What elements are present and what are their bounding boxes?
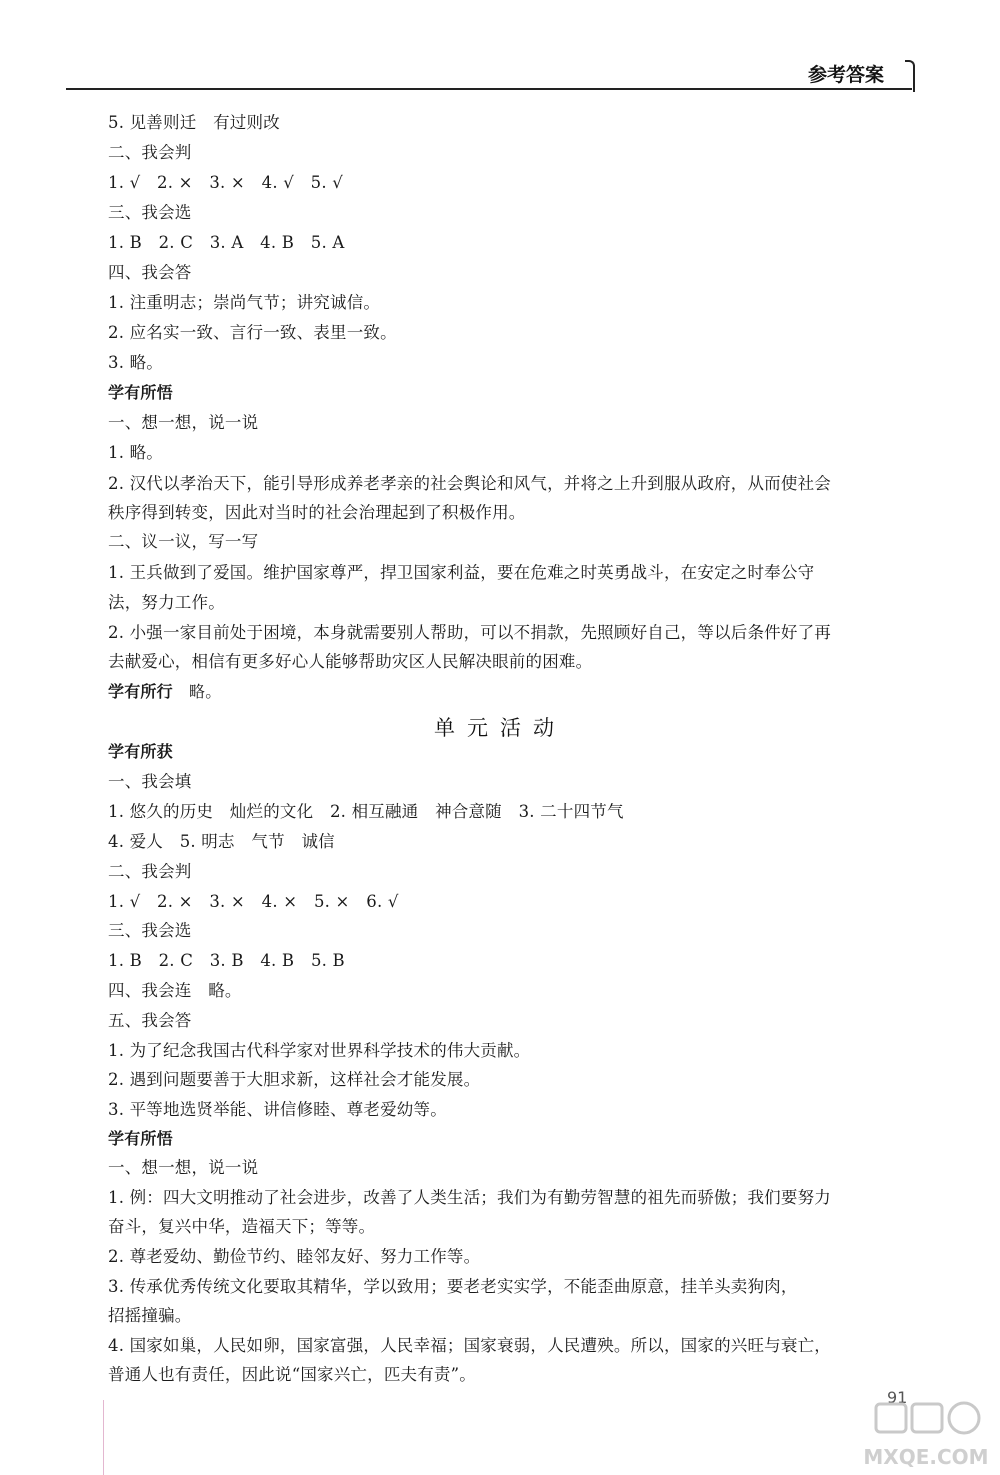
answer-line: 1. √ 2. × 3. × 4. √ 5. √ — [108, 173, 343, 192]
subsection-heading: 二、议一议，写一写 — [108, 532, 259, 551]
answer-line: 4. 爱人 5. 明志 气节 诚信 — [108, 832, 335, 851]
section-heading: 学有所悟 — [108, 1129, 173, 1148]
answer-line: 四、我会连 略。 — [108, 981, 242, 1000]
answer-line: 1. B 2. C 3. A 4. B 5. A — [108, 233, 345, 252]
answer-line: 4. 国家如巢，人民如卵，国家富强，人民幸福；国家衰弱，人民遭殃。所以，国家的兴旺与衰亡， — [108, 1336, 831, 1355]
answer-line: 2. 尊老爱幼、勤俭节约、睦邻友好、努力工作等。 — [108, 1247, 481, 1266]
answer-line: 3. 传承优秀传统文化要取其精华，学以致用；要老老实实学，不能歪曲原意，挂羊头卖狗肉， — [108, 1277, 798, 1296]
answer-line: 3. 略。 — [108, 353, 163, 372]
subsection-heading: 五、我会答 — [108, 1011, 192, 1030]
answer-line: 2. 遇到问题要善于大胆求新，这样社会才能发展。 — [108, 1070, 481, 1089]
watermark-text: MXQE.COM — [863, 1445, 989, 1469]
subsection-heading: 一、想一想，说一说 — [108, 413, 259, 432]
answer-line: 1. B 2. C 3. B 4. B 5. B — [108, 951, 345, 970]
answer-line: 普通人也有责任，因此说“国家兴亡，匹夫有责”。 — [108, 1365, 476, 1384]
answer-line: 奋斗，复兴中华，造福天下；等等。 — [108, 1217, 376, 1236]
answer-line: 2. 小强一家目前处于困境，本身就需要别人帮助，可以不捐款，先照顾好自己，等以后条件好了再 — [108, 623, 831, 642]
page-header-title: 参考答案 — [808, 64, 885, 86]
header-bracket — [905, 60, 915, 92]
subsection-heading: 二、我会判 — [108, 143, 192, 162]
answer-line: 1. 悠久的历史 灿烂的文化 2. 相互融通 神合意随 3. 二十四节气 — [108, 802, 624, 821]
answer-line: 秩序得到转变，因此对当时的社会治理起到了积极作用。 — [108, 503, 526, 522]
margin-rule — [103, 1400, 104, 1475]
section-heading: 学有所悟 — [108, 383, 173, 402]
answer-line: 1. 略。 — [108, 443, 163, 462]
section-heading-label: 学有所行 — [108, 682, 173, 701]
subsection-heading: 三、我会选 — [108, 921, 192, 940]
subsection-heading: 一、我会填 — [108, 772, 192, 791]
answer-line: 去献爱心，相信有更多好心人能够帮助灾区人民解决眼前的困难。 — [108, 652, 593, 671]
subsection-heading: 四、我会答 — [108, 263, 192, 282]
answer-line: 1. √ 2. × 3. × 4. × 5. × 6. √ — [108, 892, 399, 911]
answer-line: 1. 王兵做到了爱国。维护国家尊严，捍卫国家利益，要在危难之时英勇战斗，在安定之时奉公守 — [108, 563, 815, 582]
answer-line: 1. 为了纪念我国古代科学家对世界科学技术的伟大贡献。 — [108, 1041, 531, 1060]
section-heading — [108, 681, 913, 703]
answer-line: 2. 汉代以孝治天下，能引导形成养老孝亲的社会舆论和风气，并将之上升到服从政府，从而使社会 — [108, 474, 831, 493]
section-heading: 学有所获 — [108, 742, 173, 761]
subsection-heading: 二、我会判 — [108, 862, 192, 881]
answer-line: 法，努力工作。 — [108, 593, 225, 612]
subsection-heading: 三、我会选 — [108, 203, 192, 222]
answer-line: 5. 见善则迁 有过则改 — [108, 113, 280, 132]
unit-activity-title: 单元活动 — [434, 716, 566, 740]
answer-line: 1. 注重明志；崇尚气节；讲究诚信。 — [108, 293, 381, 312]
watermark-logo — [856, 1398, 996, 1475]
page-number: 91 — [887, 1388, 908, 1407]
subsection-heading: 一、想一想，说一说 — [108, 1158, 259, 1177]
answer-line: 1. 例：四大文明推动了社会进步，改善了人类生活；我们为有勤劳智慧的祖先而骄傲；我们要努力 — [108, 1188, 831, 1207]
answer-line: 3. 平等地选贤举能、讲信修睦、尊老爱幼等。 — [108, 1100, 447, 1119]
answer-line: 招摇撞骗。 — [108, 1306, 192, 1325]
answer-text: 略。 — [172, 682, 222, 701]
header-rule — [66, 88, 912, 90]
answer-line: 2. 应名实一致、言行一致、表里一致。 — [108, 323, 397, 342]
